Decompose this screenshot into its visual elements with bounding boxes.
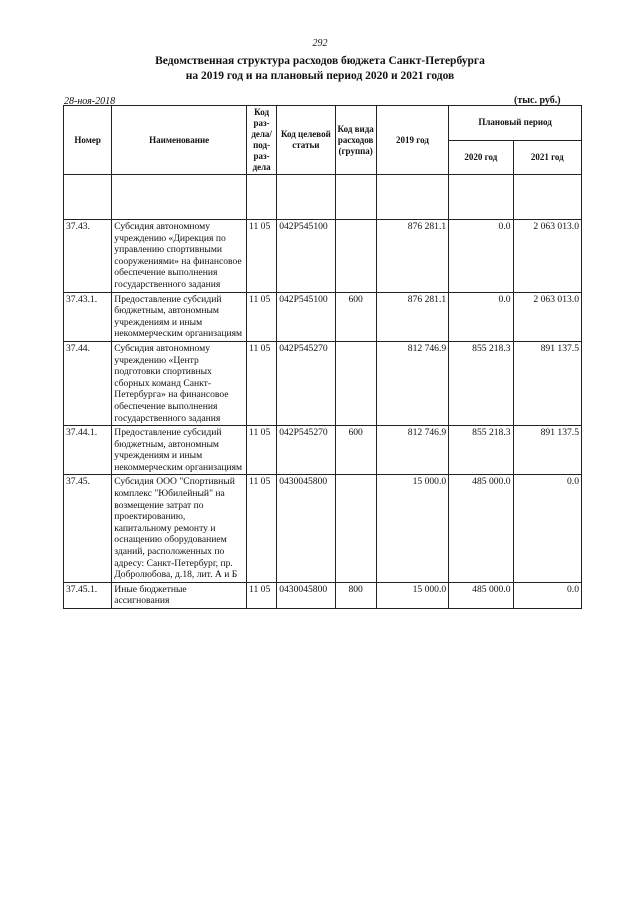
title-line-2: на 2019 год и на плановый период 2020 и 2021 годов <box>185 70 455 82</box>
cell-number: 37.43.1. <box>64 292 112 341</box>
table-row <box>64 220 582 293</box>
header-row <box>64 106 582 141</box>
cell-2019: 15 000.0 <box>376 582 448 608</box>
cell-name: Иные бюджетные ассигнования <box>112 582 247 608</box>
report-date: 28-ноя-2018 <box>64 96 116 107</box>
cell-target: 0430045800 <box>277 475 335 582</box>
cell-2020: 485 000.0 <box>449 582 513 608</box>
budget-table <box>63 105 582 609</box>
cell-target: 0430045800 <box>277 582 335 608</box>
header-2020: 2020 год <box>449 140 513 175</box>
cell-section: 11 05 <box>247 220 277 293</box>
cell-number: 37.44. <box>64 341 112 425</box>
cell-2021: 891 137.5 <box>513 426 581 475</box>
cell-2020: 0.0 <box>449 292 513 341</box>
header-number: Номер <box>64 106 112 175</box>
cell-group <box>335 341 376 425</box>
cell-number: 37.44.1. <box>64 426 112 475</box>
header-group: Код вида расходов (группа) <box>335 106 376 175</box>
units-label: (тыс. руб.) <box>514 95 561 106</box>
cell-2021: 2 063 013.0 <box>513 292 581 341</box>
table-row <box>64 341 582 425</box>
header-plan-period: Плановый период <box>449 106 582 141</box>
cell-section: 11 05 <box>247 475 277 582</box>
cell-group: 600 <box>335 426 376 475</box>
cell-target: 042P545100 <box>277 292 335 341</box>
cell-2021: 0.0 <box>513 582 581 608</box>
table-row <box>64 582 582 608</box>
cell-target: 042P545100 <box>277 220 335 293</box>
table-row <box>64 292 582 341</box>
cell-name: Предоставление субсидий бюджетным, автономным учреждениям и иным некоммерческим организациям <box>112 292 247 341</box>
cell-2020: 855 218.3 <box>449 426 513 475</box>
cell-number: 37.43. <box>64 220 112 293</box>
cell-2020: 855 218.3 <box>449 341 513 425</box>
table-row <box>64 426 582 475</box>
cell-section: 11 05 <box>247 292 277 341</box>
cell-2020: 485 000.0 <box>449 475 513 582</box>
cell-group <box>335 220 376 293</box>
cell-2019: 15 000.0 <box>376 475 448 582</box>
cell-name: Субсидия автономному учреждению «Дирекция по управлению спортивными сооружениями» на финансовое обеспечение выполнения государственного задания <box>112 220 247 293</box>
header-2021: 2021 год <box>513 140 581 175</box>
cell-2021: 891 137.5 <box>513 341 581 425</box>
header-spacer <box>64 175 582 220</box>
page-number: 292 <box>312 38 328 49</box>
header-2019: 2019 год <box>376 106 448 175</box>
cell-group <box>335 475 376 582</box>
document-title <box>0 54 640 84</box>
table-row <box>64 475 582 582</box>
cell-section: 11 05 <box>247 582 277 608</box>
header-target: Код целевой статьи <box>277 106 335 175</box>
cell-name: Субсидия автономному учреждению «Центр подготовки спортивных сборных команд Санкт-Петербурга» на финансовое обеспечение выполнения государственного задания <box>112 341 247 425</box>
cell-group: 800 <box>335 582 376 608</box>
cell-number: 37.45.1. <box>64 582 112 608</box>
header-section: Код раз-дела/ под-раз-дела <box>247 106 277 175</box>
cell-section: 11 05 <box>247 341 277 425</box>
cell-2019: 876 281.1 <box>376 220 448 293</box>
cell-target: 042P545270 <box>277 426 335 475</box>
cell-2019: 812 746.9 <box>376 426 448 475</box>
cell-section: 11 05 <box>247 426 277 475</box>
title-line-1: Ведомственная структура расходов бюджета Санкт-Петербурга <box>155 55 485 67</box>
cell-2019: 876 281.1 <box>376 292 448 341</box>
cell-target: 042P545270 <box>277 341 335 425</box>
cell-2019: 812 746.9 <box>376 341 448 425</box>
cell-group: 600 <box>335 292 376 341</box>
cell-2021: 0.0 <box>513 475 581 582</box>
cell-2021: 2 063 013.0 <box>513 220 581 293</box>
cell-name: Субсидия ООО "Спортивный комплекс "Юбилейный" на возмещение затрат по проектированию, капитальному ремонту и оснащению оборудованием зданий, расположенных по адресу: Санкт-Петербург, пр. Добролюбова, д.18, лит. А и Б <box>112 475 247 582</box>
cell-2020: 0.0 <box>449 220 513 293</box>
header-name: Наименование <box>112 106 247 175</box>
cell-name: Предоставление субсидий бюджетным, автономным учреждениям и иным некоммерческим организациям <box>112 426 247 475</box>
cell-number: 37.45. <box>64 475 112 582</box>
